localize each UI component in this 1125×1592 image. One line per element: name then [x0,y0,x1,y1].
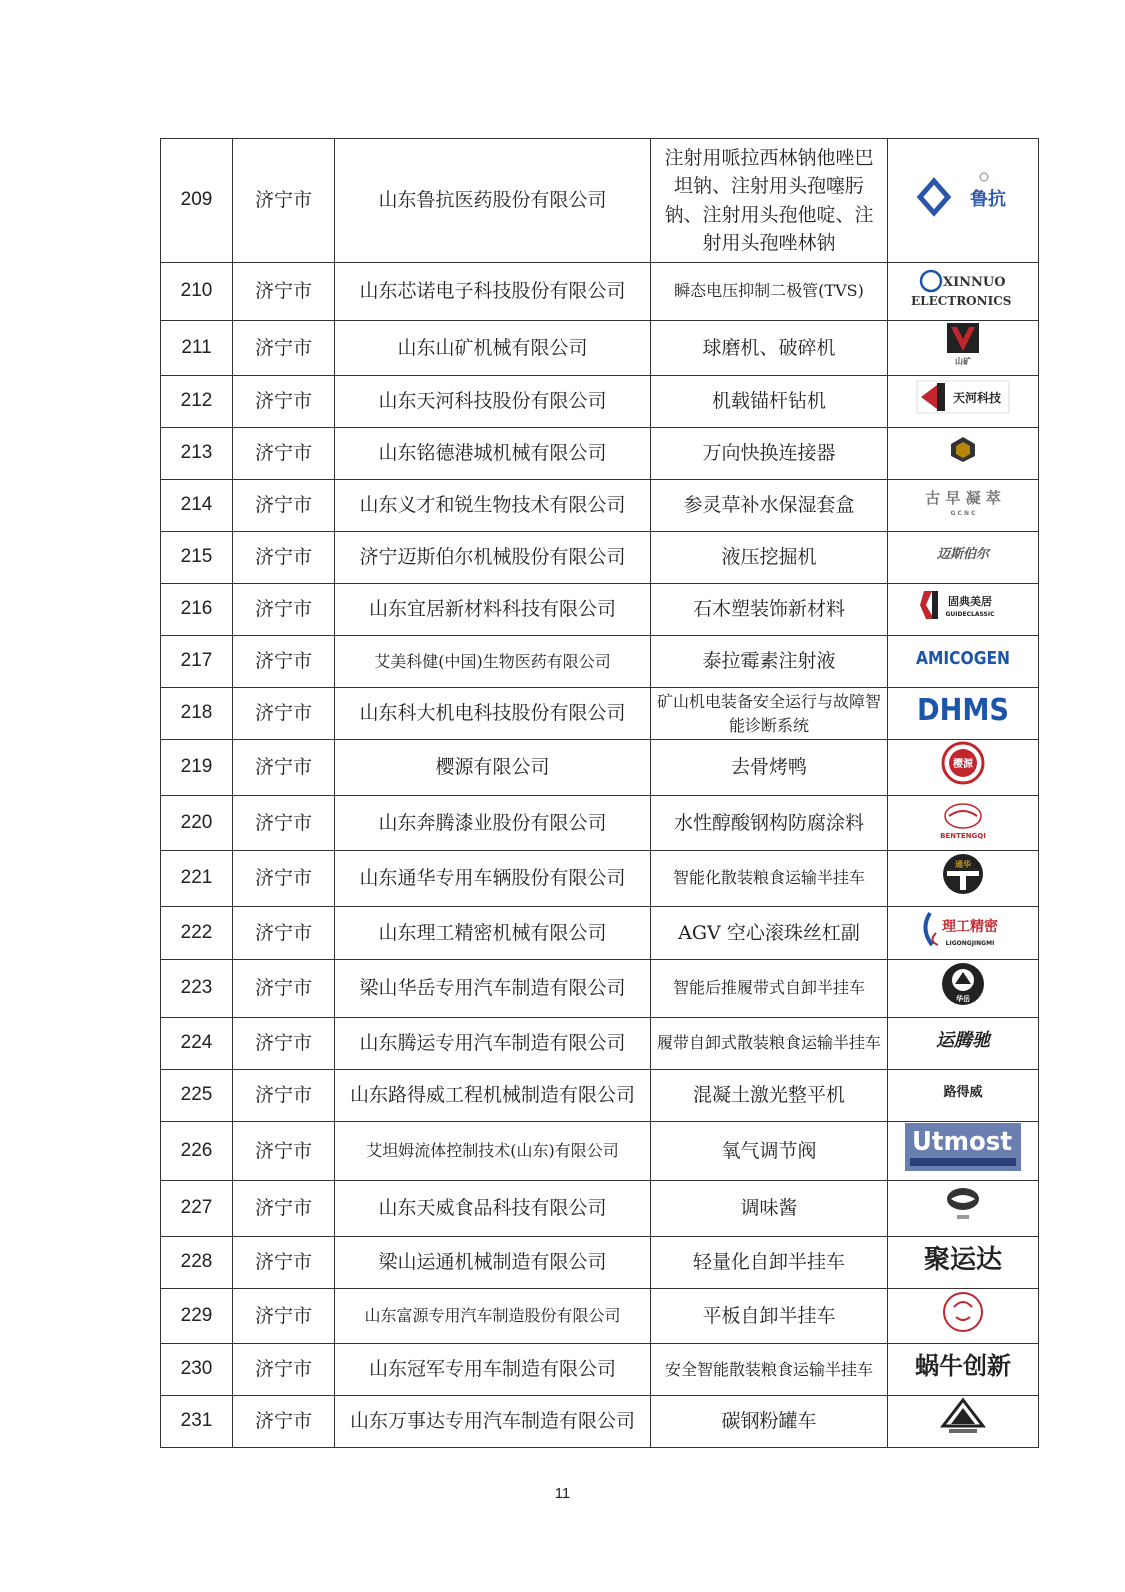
row-company: 山东铭德港城机械有限公司 [335,428,651,480]
table-row [161,851,1039,907]
table-body [161,139,1039,1448]
table-row [161,740,1039,796]
huayue-logo-icon [939,960,987,1008]
table-row [161,1181,1039,1237]
table-row [161,906,1039,960]
svg-text:Utmost: Utmost [912,1126,1012,1157]
svg-text:华岳: 华岳 [956,995,970,1003]
table-row [161,532,1039,584]
maisiboer-logo-icon [915,538,1011,568]
page-number: 11 [554,1485,571,1502]
svg-text:运腾驰: 运腾驰 [936,1029,990,1051]
row-city: 济宁市 [233,1236,335,1288]
row-logo [888,139,1039,263]
svg-text:通华: 通华 [955,860,971,869]
row-product: 履带自卸式散装粮食运输半挂车 [651,1017,888,1069]
tianwei-logo-icon [939,1181,987,1227]
svg-text:固典美居: 固典美居 [948,595,992,609]
table-row [161,1017,1039,1069]
row-city: 济宁市 [233,139,335,263]
row-company: 山东腾运专用汽车制造有限公司 [335,1017,651,1069]
row-product: 轻量化自卸半挂车 [651,1236,888,1288]
svg-text:迈斯伯尔: 迈斯伯尔 [936,547,990,563]
svg-text:AMICOGEN: AMICOGEN [916,648,1010,670]
svg-text:LIGONGJINGMI: LIGONGJINGMI [945,939,995,947]
tianhe-logo-icon [915,377,1011,417]
row-city: 济宁市 [233,906,335,960]
row-product: 参灵草补水保湿套盒 [651,480,888,532]
row-company: 山东理工精密机械有限公司 [335,906,651,960]
row-city: 济宁市 [233,1121,335,1181]
row-logo [888,376,1039,428]
row-product: 安全智能散装粮食运输半挂车 [651,1344,888,1396]
table-row [161,428,1039,480]
row-city: 济宁市 [233,795,335,851]
table-row [161,320,1039,376]
table-row [161,1288,1039,1344]
fuyuan-logo-icon [940,1289,986,1335]
row-product: 万向快换连接器 [651,428,888,480]
row-city: 济宁市 [233,1017,335,1069]
utmost-logo-icon [904,1122,1022,1172]
row-product: 液压挖掘机 [651,532,888,584]
row-number: 219 [161,740,233,796]
wanshida-logo-icon [939,1396,987,1438]
row-company: 山东富源专用汽车制造股份有限公司 [335,1288,651,1344]
svg-text:GUIDECLASSIC: GUIDECLASSIC [945,611,995,619]
table-row [161,376,1039,428]
dhms-logo-icon [908,689,1018,729]
row-city: 济宁市 [233,480,335,532]
row-number: 226 [161,1121,233,1181]
row-city: 济宁市 [233,263,335,321]
row-number: 217 [161,636,233,688]
table-row [161,688,1039,740]
row-city: 济宁市 [233,584,335,636]
row-number: 214 [161,480,233,532]
table-row [161,636,1039,688]
row-product: 石木塑装饰新材料 [651,584,888,636]
row-number: 220 [161,795,233,851]
shankuang-logo-icon [943,321,983,367]
row-city: 济宁市 [233,1069,335,1121]
row-number: 218 [161,688,233,740]
row-logo [888,532,1039,584]
row-company: 艾坦姆流体控制技术(山东)有限公司 [335,1121,651,1181]
row-company: 梁山华岳专用汽车制造有限公司 [335,960,651,1018]
table-row [161,263,1039,321]
row-logo [888,263,1039,321]
table-row [161,1344,1039,1396]
svg-text:XINNUO: XINNUO [943,275,1006,290]
table-row [161,1236,1039,1288]
row-company: 山东宜居新材料科技有限公司 [335,584,651,636]
svg-text:天河科技: 天河科技 [952,391,1002,406]
row-company: 梁山运通机械制造有限公司 [335,1236,651,1288]
table-row [161,139,1039,263]
row-company: 山东奔腾漆业股份有限公司 [335,795,651,851]
lukang-logo-icon [908,167,1018,225]
row-logo [888,795,1039,851]
table-row [161,480,1039,532]
ligong-logo-icon [918,907,1008,951]
row-logo [888,906,1039,960]
row-company: 山东万事达专用汽车制造有限公司 [335,1396,651,1448]
row-city: 济宁市 [233,960,335,1018]
row-number: 209 [161,139,233,263]
row-company: 山东义才和锐生物技术有限公司 [335,480,651,532]
row-number: 216 [161,584,233,636]
svg-text:聚运达: 聚运达 [923,1244,1003,1275]
ludewei-logo-icon [923,1076,1003,1106]
row-company: 艾美科健(中国)生物医药有限公司 [335,636,651,688]
yingyuan-logo-icon [940,740,986,786]
svg-text:理工精密: 理工精密 [942,918,998,935]
table-row [161,584,1039,636]
enterprise-table [160,138,1039,1448]
row-city: 济宁市 [233,1344,335,1396]
row-product: 瞬态电压抑制二极管(TVS) [651,263,888,321]
row-city: 济宁市 [233,740,335,796]
row-logo [888,740,1039,796]
row-logo [888,1236,1039,1288]
row-product: 智能化散装粮食运输半挂车 [651,851,888,907]
svg-text:路得威: 路得威 [943,1084,983,1100]
row-company: 山东天威食品科技有限公司 [335,1181,651,1237]
row-number: 222 [161,906,233,960]
svg-text:DHMS: DHMS [917,693,1009,729]
row-city: 济宁市 [233,1288,335,1344]
row-product: 注射用哌拉西林钠他唑巴坦钠、注射用头孢噻肟钠、注射用头孢他啶、注射用头孢唑林钠 [651,139,888,263]
row-logo [888,1017,1039,1069]
table-row [161,1396,1039,1448]
benteng-logo-icon [931,796,995,842]
table-row [161,1121,1039,1181]
row-city: 济宁市 [233,532,335,584]
row-number: 227 [161,1181,233,1237]
mingde-logo-icon [948,434,978,464]
guzao-logo-icon [915,483,1011,519]
row-logo [888,1181,1039,1237]
tonghua-logo-icon [939,851,987,897]
svg-text:G C N C: G C N C [950,510,976,518]
juyunda-logo-icon [913,1238,1013,1278]
row-product: 氧气调节阀 [651,1121,888,1181]
row-logo [888,1121,1039,1181]
row-city: 济宁市 [233,636,335,688]
row-company: 济宁迈斯伯尔机械股份有限公司 [335,532,651,584]
row-logo [888,480,1039,532]
row-product: 机载锚杆钻机 [651,376,888,428]
row-company: 山东科大机电科技股份有限公司 [335,688,651,740]
row-number: 230 [161,1344,233,1396]
table-row [161,960,1039,1018]
row-number: 212 [161,376,233,428]
row-logo [888,1344,1039,1396]
row-number: 210 [161,263,233,321]
row-number: 224 [161,1017,233,1069]
row-company: 山东山矿机械有限公司 [335,320,651,376]
svg-text:鲁抗: 鲁抗 [970,189,1006,211]
row-logo [888,584,1039,636]
svg-text:蜗牛创新: 蜗牛创新 [915,1351,1011,1381]
row-product: 碳钢粉罐车 [651,1396,888,1448]
row-logo [888,960,1039,1018]
row-company: 山东芯诺电子科技股份有限公司 [335,263,651,321]
row-logo [888,688,1039,740]
row-city: 济宁市 [233,428,335,480]
row-product: 平板自卸半挂车 [651,1288,888,1344]
row-logo [888,636,1039,688]
svg-text:山矿: 山矿 [955,356,971,366]
row-number: 211 [161,320,233,376]
row-product: 去骨烤鸭 [651,740,888,796]
row-logo [888,851,1039,907]
row-product: 水性醇酸钢构防腐涂料 [651,795,888,851]
row-company: 山东冠军专用车制造有限公司 [335,1344,651,1396]
row-number: 231 [161,1396,233,1448]
row-company: 樱源有限公司 [335,740,651,796]
row-product: 泰拉霉素注射液 [651,636,888,688]
row-number: 221 [161,851,233,907]
yuntengchi-logo-icon [923,1022,1003,1056]
table-row [161,1069,1039,1121]
row-logo [888,428,1039,480]
row-product: AGV 空心滚珠丝杠副 [651,906,888,960]
svg-text:ELECTRONICS: ELECTRONICS [911,294,1012,308]
row-city: 济宁市 [233,851,335,907]
row-product: 球磨机、破碎机 [651,320,888,376]
row-number: 229 [161,1288,233,1344]
svg-text:樱源: 樱源 [953,759,973,770]
row-city: 济宁市 [233,376,335,428]
row-number: 213 [161,428,233,480]
woniu-logo-icon [908,1345,1018,1385]
row-number: 223 [161,960,233,1018]
svg-text:BENTENGQI: BENTENGQI [940,831,986,840]
row-company: 山东天河科技股份有限公司 [335,376,651,428]
row-logo [888,320,1039,376]
guidian-logo-icon [918,587,1008,623]
row-number: 228 [161,1236,233,1288]
row-company: 山东路得威工程机械制造有限公司 [335,1069,651,1121]
row-company: 山东鲁抗医药股份有限公司 [335,139,651,263]
row-product: 调味酱 [651,1181,888,1237]
svg-text:古 早 凝 萃: 古 早 凝 萃 [925,489,1001,508]
row-product: 矿山机电装备安全运行与故障智能诊断系统 [651,688,888,740]
table-row [161,795,1039,851]
row-logo [888,1069,1039,1121]
xinnuo-logo-icon [907,263,1019,311]
row-city: 济宁市 [233,688,335,740]
row-product: 智能后推履带式自卸半挂车 [651,960,888,1018]
row-number: 225 [161,1069,233,1121]
row-city: 济宁市 [233,320,335,376]
amicogen-logo-icon [908,640,1018,674]
row-logo [888,1288,1039,1344]
row-product: 混凝土激光整平机 [651,1069,888,1121]
row-company: 山东通华专用车辆股份有限公司 [335,851,651,907]
row-logo [888,1396,1039,1448]
row-city: 济宁市 [233,1181,335,1237]
row-city: 济宁市 [233,1396,335,1448]
row-number: 215 [161,532,233,584]
